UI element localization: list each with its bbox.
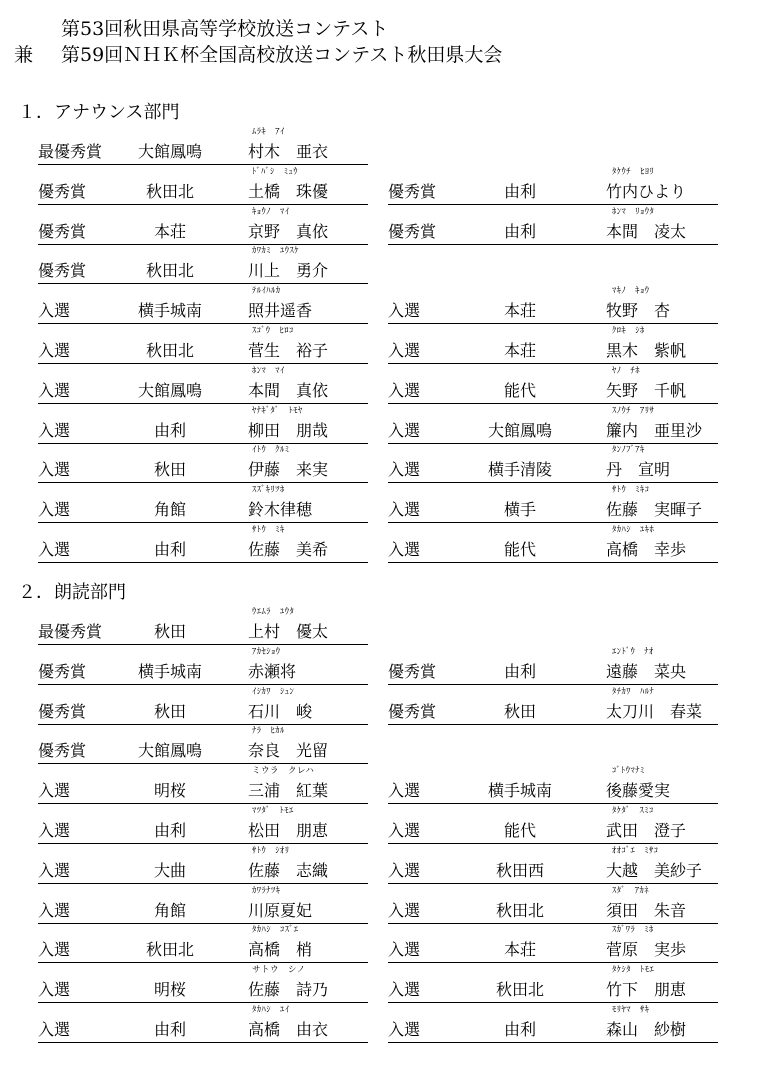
school-name: 由利 — [153, 821, 186, 840]
title-line-2 — [14, 40, 502, 67]
school-name: 大館鳳鳴 — [487, 421, 552, 440]
school-name: 由利 — [153, 540, 186, 559]
award-label: 入選 — [38, 500, 71, 519]
student-name: 太刀川 春菜 — [606, 702, 703, 721]
school-name: 秋田北 — [145, 182, 194, 201]
school-name: 横手城南 — [487, 781, 552, 800]
award-label: 入選 — [388, 540, 421, 559]
student-name: 石川 峻 — [248, 702, 313, 721]
student-name: 本間 真依 — [248, 381, 329, 400]
name-reading: ｱｶｾｼｮｳ — [252, 647, 281, 657]
award-entry — [388, 763, 718, 804]
student-name: 川原夏妃 — [248, 901, 313, 920]
student-name: 川上 勇介 — [248, 261, 329, 280]
name-reading: ﾀｹﾀﾞ ｽﾐｺ — [612, 806, 654, 816]
award-label: 優秀賞 — [38, 182, 87, 201]
name-reading: ｻﾄｳ ﾐｷｺ — [612, 485, 650, 495]
student-name: 高橋 梢 — [248, 940, 313, 959]
section-heading: ２．朗読部門 — [18, 582, 126, 603]
award-entry — [388, 363, 718, 404]
name-reading: ｽﾉｳﾁ ｱﾘｻ — [612, 406, 655, 416]
name-reading: ｽｽﾞｷﾘﾂﾎ — [252, 485, 285, 495]
school-name: 秋田北 — [495, 980, 544, 999]
award-entry — [388, 962, 718, 1003]
award-entry — [38, 204, 368, 245]
name-reading: ｺﾞﾄｳﾏﾅﾐ — [612, 766, 645, 776]
student-name: 伊藤 来実 — [248, 460, 329, 479]
name-reading: ｶﾜﾗﾅﾂｷ — [252, 886, 281, 896]
school-name: 本荘 — [503, 940, 536, 959]
award-label: 優秀賞 — [38, 741, 87, 760]
award-label: 入選 — [388, 1020, 421, 1039]
award-label: 入選 — [388, 301, 421, 320]
name-reading: ｴﾝﾄﾞｳ ﾅｵ — [612, 647, 654, 657]
student-name: 土橋 珠優 — [248, 182, 329, 201]
name-reading: ﾀｶﾊｼ ﾕｲ — [252, 1005, 290, 1015]
student-name: 鈴木律穂 — [248, 500, 313, 519]
award-entry — [388, 482, 718, 523]
award-entry — [38, 1002, 368, 1043]
name-reading: ｶﾜｶﾐ ﾕｳｽｹ — [252, 246, 300, 256]
school-name: 由利 — [503, 222, 536, 241]
name-reading: ﾎﾝﾏ ﾘｮｳﾀ — [612, 207, 655, 217]
name-reading: ｸﾛｷ ｼﾎ — [612, 326, 645, 336]
award-label: 入選 — [388, 500, 421, 519]
school-name: 大館鳳鳴 — [137, 381, 202, 400]
award-entry — [38, 723, 368, 764]
award-label: 入選 — [38, 901, 71, 920]
award-entry — [38, 522, 368, 563]
school-name: 横手城南 — [137, 301, 202, 320]
award-label: 優秀賞 — [38, 662, 87, 681]
name-reading: ﾄﾞﾊﾞｼ ﾐｭｳ — [252, 167, 299, 177]
student-name: 菅生 裕子 — [248, 341, 329, 360]
award-label: 優秀賞 — [38, 261, 87, 280]
award-entry — [388, 883, 718, 924]
award-entry — [38, 763, 368, 804]
award-entry — [38, 243, 368, 284]
school-name: 横手清陵 — [487, 460, 552, 479]
award-label: 入選 — [38, 781, 71, 800]
name-reading: ﾀﾝﾉﾌﾞｱｷ — [612, 445, 645, 455]
title-line-1: 第53回秋田県高等学校放送コンテスト — [61, 18, 389, 40]
school-name: 明桜 — [153, 781, 186, 800]
award-entry — [38, 482, 368, 523]
name-reading: ﾏｷﾉ ｷｮｳ — [612, 286, 650, 296]
school-name: 大館鳳鳴 — [137, 142, 202, 161]
name-reading: ｽﾀﾞ ｱｶﾈ — [612, 886, 650, 896]
section-heading: １．アナウンス部門 — [18, 102, 180, 123]
name-reading: ﾀﾁｶﾜ ﾊﾙﾅ — [612, 687, 655, 697]
student-name: 簾内 亜里沙 — [606, 421, 703, 440]
name-reading: ﾀｹｳﾁ ﾋﾖﾘ — [612, 167, 655, 177]
award-entry — [388, 403, 718, 444]
school-name: 横手城南 — [137, 662, 202, 681]
award-entry — [38, 442, 368, 483]
title-line-2-text: 第59回ＮＨＫ杯全国高校放送コンテスト秋田県大会 — [61, 44, 503, 66]
school-name: 秋田北 — [145, 341, 194, 360]
award-label: 入選 — [388, 980, 421, 999]
student-name: 黒木 紫帆 — [606, 341, 687, 360]
student-name: 佐藤 実暉子 — [606, 500, 703, 519]
award-label: 優秀賞 — [38, 702, 87, 721]
award-label: 入選 — [388, 421, 421, 440]
school-name: 秋田 — [153, 460, 186, 479]
student-name: 佐藤 志織 — [248, 861, 329, 880]
name-reading: ﾔﾉ ﾁﾎ — [612, 366, 641, 376]
award-entry — [38, 644, 368, 685]
student-name: 遠藤 菜央 — [606, 662, 687, 681]
award-entry — [388, 323, 718, 364]
award-entry — [38, 684, 368, 725]
student-name: 矢野 千帆 — [606, 381, 687, 400]
award-entry — [38, 164, 368, 205]
award-label: 入選 — [388, 460, 421, 479]
school-name: 本荘 — [503, 301, 536, 320]
award-entry — [38, 363, 368, 404]
award-label: 優秀賞 — [38, 222, 87, 241]
award-label: 入選 — [38, 381, 71, 400]
name-reading: ﾓﾘﾔﾏ ｻｷ — [612, 1005, 650, 1015]
student-name: 後藤愛実 — [606, 781, 671, 800]
award-entry — [388, 922, 718, 963]
student-name: 佐藤 美希 — [248, 540, 329, 559]
award-label: 最優秀賞 — [38, 622, 103, 641]
award-label: 入選 — [388, 381, 421, 400]
award-entry — [38, 922, 368, 963]
name-reading: ミウラ クレハ — [252, 766, 315, 776]
student-name: 武田 澄子 — [606, 821, 687, 840]
award-label: 入選 — [38, 301, 71, 320]
school-name: 秋田北 — [145, 261, 194, 280]
school-name: 由利 — [153, 1020, 186, 1039]
student-name: 照井遥香 — [248, 301, 313, 320]
name-reading: ｽｺﾞｳ ﾋﾛｺ — [252, 326, 294, 336]
award-entry — [38, 962, 368, 1003]
student-name: 本間 凌太 — [606, 222, 687, 241]
name-reading: ｻﾄｳ ｼｵﾘ — [252, 846, 290, 856]
award-label: 優秀賞 — [388, 662, 437, 681]
student-name: 牧野 杏 — [606, 301, 671, 320]
student-name: 高橋 幸歩 — [606, 540, 687, 559]
student-name: 村木 亜衣 — [248, 142, 329, 161]
student-name: 京野 真依 — [248, 222, 329, 241]
name-reading: ｻﾄｳ ﾐｷ — [252, 525, 285, 535]
student-name: 上村 優太 — [248, 622, 329, 641]
student-name: 三浦 紅葉 — [248, 781, 329, 800]
title-line-2-prefix: 兼 — [14, 44, 34, 66]
award-label: 入選 — [388, 821, 421, 840]
award-label: 入選 — [38, 980, 71, 999]
name-reading: ｷｮｳﾉ ﾏｲ — [252, 207, 290, 217]
school-name: 角館 — [153, 901, 186, 920]
award-entry — [388, 442, 718, 483]
award-label: 入選 — [38, 341, 71, 360]
student-name: 丹 宣明 — [606, 460, 671, 479]
school-name: 由利 — [153, 421, 186, 440]
name-reading: ﾑﾗｷ ｱｲ — [252, 127, 285, 137]
student-name: 赤瀬将 — [248, 662, 297, 681]
student-name: 大越 美紗子 — [606, 861, 703, 880]
award-entry — [38, 803, 368, 844]
school-name: 能代 — [503, 381, 536, 400]
award-label: 入選 — [388, 901, 421, 920]
award-entry — [388, 843, 718, 884]
award-label: 優秀賞 — [388, 702, 437, 721]
school-name: 由利 — [503, 182, 536, 201]
student-name: 須田 朱音 — [606, 901, 687, 920]
name-reading: ﾎﾝﾏ ﾏｲ — [252, 366, 285, 376]
award-label: 入選 — [38, 421, 71, 440]
award-label: 入選 — [38, 540, 71, 559]
student-name: 奈良 光留 — [248, 741, 329, 760]
award-label: 入選 — [388, 781, 421, 800]
school-name: 秋田北 — [495, 901, 544, 920]
school-name: 大館鳳鳴 — [137, 741, 202, 760]
award-entry — [388, 164, 718, 205]
award-entry — [38, 403, 368, 444]
award-label: 優秀賞 — [388, 222, 437, 241]
award-label: 入選 — [38, 460, 71, 479]
name-reading: ｲｼｶﾜ ｼｭﾝ — [252, 687, 295, 697]
school-name: 横手 — [503, 500, 536, 519]
student-name: 菅原 実歩 — [606, 940, 687, 959]
award-label: 入選 — [388, 341, 421, 360]
name-reading: ﾃﾙｲﾊﾙｶ — [252, 286, 281, 296]
school-name: 秋田 — [153, 622, 186, 641]
school-name: 本荘 — [153, 222, 186, 241]
school-name: 大曲 — [153, 861, 186, 880]
award-entry — [388, 522, 718, 563]
name-reading: ﾔﾅｷﾞﾀﾞ ﾄﾓﾔ — [252, 406, 303, 416]
student-name: 竹内ひより — [606, 182, 687, 201]
award-entry — [388, 283, 718, 324]
award-label: 最優秀賞 — [38, 142, 103, 161]
student-name: 柳田 朋哉 — [248, 421, 329, 440]
student-name: 高橋 由衣 — [248, 1020, 329, 1039]
award-entry — [388, 684, 718, 725]
name-reading: サトウ シノ — [252, 965, 306, 975]
school-name: 秋田西 — [495, 861, 544, 880]
name-reading: ｽｶﾞﾜﾗ ﾐﾎ — [612, 925, 654, 935]
award-entry — [38, 124, 368, 165]
award-entry — [38, 883, 368, 924]
student-name: 松田 朋恵 — [248, 821, 329, 840]
name-reading: ﾀｶﾊｼ ﾕｷﾎ — [612, 525, 655, 535]
award-label: 入選 — [38, 861, 71, 880]
award-entry — [38, 323, 368, 364]
award-label: 入選 — [388, 940, 421, 959]
award-label: 入選 — [38, 940, 71, 959]
name-reading: ﾀｶﾊｼ ｺｽﾞｴ — [252, 925, 299, 935]
award-entry — [38, 604, 368, 645]
name-reading: ｲﾄｳ ｸﾙﾐ — [252, 445, 290, 455]
student-name: 森山 紗樹 — [606, 1020, 687, 1039]
award-label: 入選 — [38, 1020, 71, 1039]
school-name: 由利 — [503, 662, 536, 681]
award-label: 入選 — [388, 861, 421, 880]
name-reading: ﾀｹｼﾀ ﾄﾓｴ — [612, 965, 655, 975]
award-label: 入選 — [38, 821, 71, 840]
school-name: 秋田 — [503, 702, 536, 721]
school-name: 本荘 — [503, 341, 536, 360]
school-name: 秋田 — [153, 702, 186, 721]
school-name: 能代 — [503, 821, 536, 840]
name-reading: ｳｴﾑﾗ ﾕｳﾀ — [252, 607, 295, 617]
school-name: 角館 — [153, 500, 186, 519]
school-name: 秋田北 — [145, 940, 194, 959]
award-entry — [388, 204, 718, 245]
name-reading: ﾏﾂﾀﾞ ﾄﾓｴ — [252, 806, 294, 816]
student-name: 竹下 朋恵 — [606, 980, 687, 999]
school-name: 由利 — [503, 1020, 536, 1039]
name-reading: ｵｵｺﾞｴ ﾐｻｺ — [612, 846, 659, 856]
award-entry — [388, 1002, 718, 1043]
name-reading: ﾅﾗ ﾋｶﾙ — [252, 726, 285, 736]
school-name: 明桜 — [153, 980, 186, 999]
award-entry — [388, 644, 718, 685]
award-entry — [38, 283, 368, 324]
award-entry — [38, 843, 368, 884]
award-label: 優秀賞 — [388, 182, 437, 201]
award-entry — [388, 803, 718, 844]
student-name: 佐藤 詩乃 — [248, 980, 329, 999]
school-name: 能代 — [503, 540, 536, 559]
